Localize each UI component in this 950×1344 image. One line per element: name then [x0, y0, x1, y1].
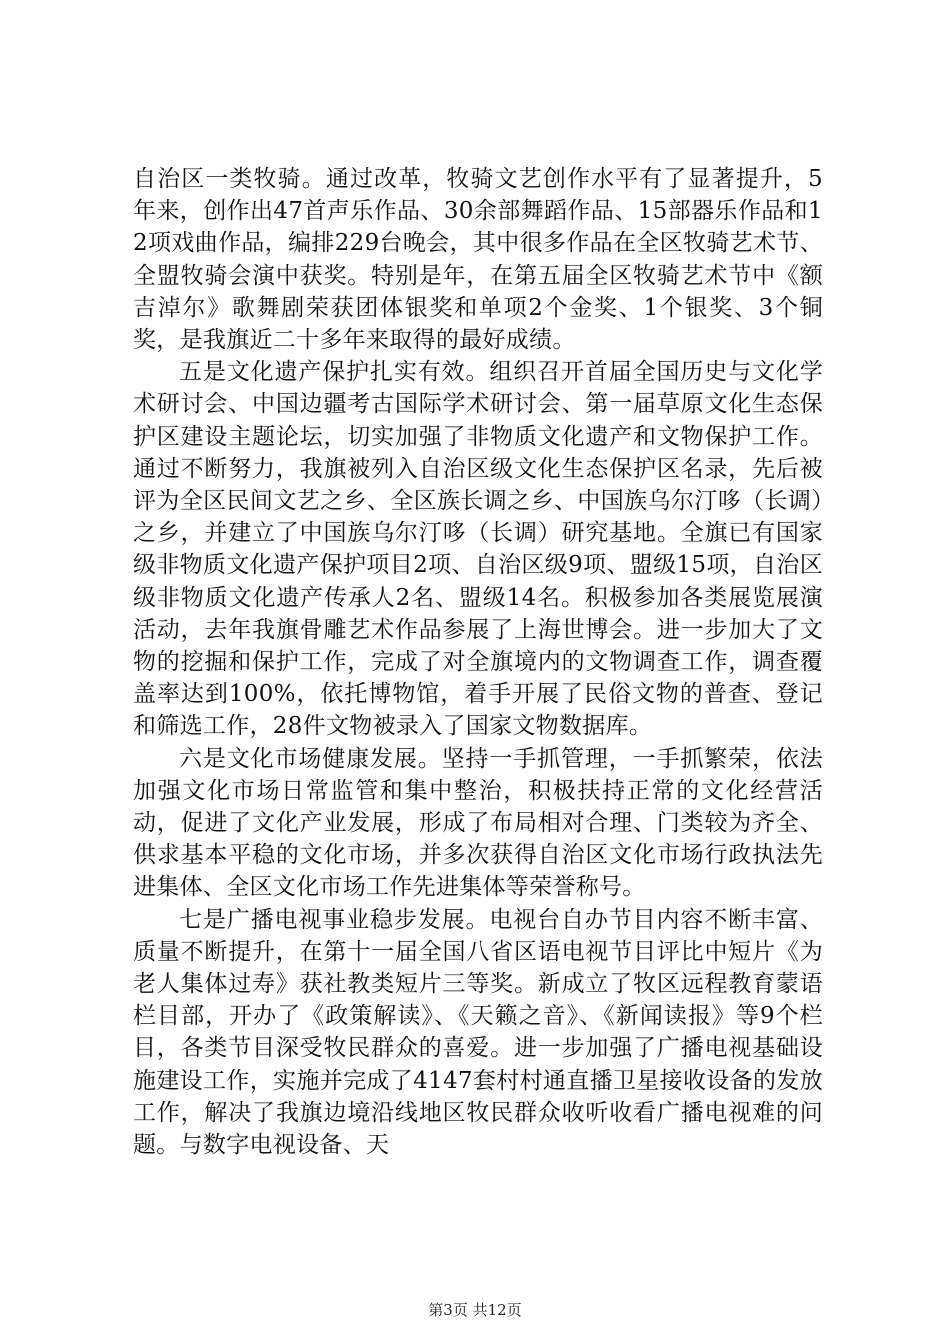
paragraph-cultural-market: 六是文化市场健康发展。坚持一手抓管理，一手抓繁荣，依法加强文化市场日常监管和集中整治，积极扶持正常的文化经营活动，促进了文化产业发展，形成了布局相对合理、门类较为齐全、供求基本平稳的文化市场，并多次获得自治区文化市场行政执法先进集体、全区文化市场工作先进集体等荣誉称号。 [133, 745, 823, 901]
page-footer: 第3页 共12页 [428, 1301, 522, 1319]
paragraph-cultural-heritage: 五是文化遗产保护扎实有效。组织召开首届全国历史与文化学术研讨会、中国边疆考古国际学术研讨会、第一届草原文化生态保护区建设主题论坛，切实加强了非物质文化遗产和文物保护工作。通过不断努力，我旗被列入自治区级文化生态保护区名录，先后被评为全区民间文艺之乡、全区族长调之乡、中国族乌尔汀哆（长调）之乡，并建立了中国族乌尔汀哆（长调）研究基地。全旗已有国家级非物质文化遗产保护项目2项、自治区级9项、盟级15项，自治区级非物质文化遗产传承人2名、盟级14名。积极参加各类展览展演活动，去年我旗骨雕艺术作品参展了上海世博会。进一步加大了文物的挖掘和保护工作，完成了对全旗境内的文物调查工作，调查覆盖率达到100%，依托博物馆，着手开展了民俗文物的普查、登记和筛选工作，28件文物被录入了国家文物数据库。 [133, 359, 823, 740]
paragraph-broadcast-tv: 七是广播电视事业稳步发展。电视台自办节目内容不断丰富、质量不断提升，在第十一届全国八省区语电视节目评比中短片《为老人集体过寿》获社教类短片三等奖。新成立了牧区远程教育蒙语栏目部，开办了《政策解读》、《天籁之音》、《新闻读报》等9个栏目，各类节目深受牧民群众的喜爱。进一步加强了广播电视基础设施建设工作，实施并完成了4147套村村通直播卫星接收设备的发放工作，解决了我旗边境沿线地区牧民群众收听收看广播电视难的问题。与数字电视设备、天 [133, 906, 823, 1159]
document-body [133, 163, 823, 1161]
paragraph-continuation: 自治区一类牧骑。通过改革，牧骑文艺创作水平有了显著提升，5年来，创作出47首声乐作品、30余部舞蹈作品、15部器乐作品和12项戏曲作品，编排229台晚会，其中很多作品在全区牧骑艺术节、全盟牧骑会演中获奖。特别是年，在第五届全区牧骑艺术节中《额吉淖尔》歌舞剧荣获团体银奖和单项2个金奖、1个银奖、3个铜奖，是我旗近二十多年来取得的最好成绩。 [133, 166, 823, 354]
